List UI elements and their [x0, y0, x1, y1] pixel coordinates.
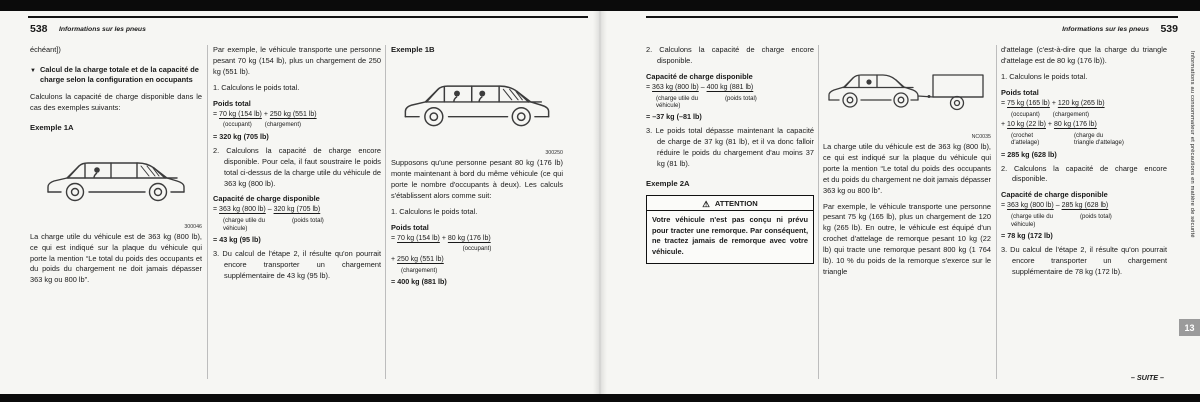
page-header-left — [30, 19, 146, 37]
eq-prefix: = — [213, 110, 218, 118]
equation-total — [1001, 99, 1167, 109]
chapter-title-right: Informations sur les pneus — [1062, 26, 1150, 33]
equation-total — [391, 234, 563, 244]
page-spread — [0, 11, 1200, 394]
equation-labels — [1001, 213, 1167, 228]
payload-paragraph: La charge utile du véhicule est de 363 kg (800 lb), ce qui est indiqué sur la plaque du véhicule qui porte la mention “Le total du poids des occupants et du poids du chargement ne doit jamais dépasser 363 kg ou 800 lb”. — [30, 231, 202, 285]
continuation-text: échéant]) — [30, 45, 61, 54]
eq-label: (charge utile du véhicule) — [1011, 213, 1054, 228]
attention-box — [646, 195, 814, 264]
figure-example-1b — [391, 57, 563, 156]
eq-operator: – — [700, 83, 705, 91]
continuation-paragraph: d'attelage (c'est-à-dire que la charge du triangle d'attelage est de 80 kg (176 lb)). — [1001, 45, 1167, 65]
column-539-1 — [646, 45, 814, 264]
column-538-2 — [213, 45, 381, 284]
step-2: 2. Calculons la capacité de charge encore disponible. Pour cela, il faut soustraire le poids total ci-dessus de la charge utile du véhicule de 363 kg (800 lb). — [213, 145, 381, 188]
eq-label: (poids total) — [725, 94, 757, 102]
eq-term: 80 kg (176 lb) — [447, 234, 491, 242]
column-separator — [818, 45, 819, 379]
eq-operator: – — [267, 206, 272, 214]
column-539-2 — [823, 45, 991, 283]
attention-title: ATTENTION — [714, 199, 758, 209]
eq-term: 363 kg (800 lb) — [652, 83, 699, 91]
eq-term: 70 kg (154 lb) — [219, 110, 262, 118]
eq-term: 120 kg (265 lb) — [1057, 99, 1105, 107]
eq-term: 363 kg (800 lb) — [219, 206, 266, 214]
equation-total-2 — [391, 255, 563, 265]
eq-label: (poids total) — [292, 217, 324, 225]
eq-label: (chargement) — [1052, 110, 1090, 118]
header-rule-right — [646, 16, 1178, 18]
eq-operator: + — [1047, 120, 1053, 128]
equation-labels — [646, 95, 814, 110]
eq-label: (charge utile du véhicule) — [223, 217, 266, 232]
equation-result: = –37 kg (–81 lb) — [646, 112, 702, 122]
eq-term: 80 kg (176 lb) — [1053, 120, 1097, 128]
continued-footer: – SUITE – — [1130, 373, 1164, 382]
eq-prefix: = — [1001, 202, 1006, 210]
figure-example-2a — [823, 45, 991, 140]
column-separator — [207, 45, 208, 379]
step-3: 3. Du calcul de l'étape 2, il résulte qu'on pourrait encore transporter un chargement supplémentaire de 43 kg (95 lb). — [213, 249, 381, 280]
section-marker-icon: ▼ — [30, 67, 36, 74]
column-separator — [385, 45, 386, 379]
eq-operator: – — [1055, 202, 1060, 210]
eq-label: (poids total) — [1080, 213, 1112, 221]
eq-prefix: + — [1001, 120, 1006, 128]
scan-edge-top — [0, 0, 1200, 11]
figure-code: NC0035 — [971, 134, 991, 140]
eq-term: 75 kg (165 lb) — [1007, 99, 1050, 107]
poids-total-heading: Poids total — [1001, 87, 1039, 97]
attention-header — [647, 196, 813, 211]
car-and-trailer-illustration — [825, 45, 989, 133]
page-gutter — [593, 11, 607, 394]
capacite-heading: Capacité de charge disponible — [1001, 190, 1108, 200]
eq-term: 10 kg (22 lb) — [1007, 120, 1046, 128]
intro-paragraph: Calculons la capacité de charge disponible dans le cas des exemples suivants: — [30, 91, 202, 112]
equation-total-2 — [1001, 120, 1167, 130]
eq-label: (crochet d'attelage) — [1011, 131, 1040, 147]
step-1: 1. Calculons le poids total. — [391, 206, 478, 216]
scan-edge-bottom — [0, 394, 1200, 402]
car-illustration-1b — [398, 57, 556, 149]
equation-labels — [1001, 111, 1167, 118]
car-illustration-1a — [41, 135, 191, 223]
equation-labels — [1001, 132, 1167, 147]
step-2: 2. Calculons la capacité de charge encore disponible. — [646, 45, 814, 65]
eq-label: (charge utile du véhicule) — [656, 94, 699, 110]
example-paragraph: Supposons qu'une personne pesant 80 kg (176 lb) monte maintenant à bord du même véhicule (ce qui porte le nombre d'occupants à deux). Les calculs s'établissent alors comme suit: — [391, 158, 563, 200]
step-3: 3. Du calcul de l'étape 2, il résulte qu'on pourrait encore transporter un chargement supplémentaire de 78 kg (172 lb). — [1001, 244, 1167, 276]
equation-result: = 400 kg (881 lb) — [391, 276, 447, 286]
section-title: Calcul de la charge totale et de la capacité de charge selon la configuration en occupants — [39, 64, 199, 84]
page-number-539: 539 — [1160, 23, 1178, 35]
column-538-1 — [30, 45, 202, 291]
eq-term: 320 kg (705 lb) — [273, 206, 321, 214]
eq-label: (chargement) — [401, 266, 438, 274]
poids-total-heading: Poids total — [391, 222, 429, 232]
column-separator — [996, 45, 997, 379]
capacite-heading: Capacité de charge disponible — [213, 194, 320, 204]
header-rule-left — [28, 16, 588, 18]
example-paragraph: Par exemple, le véhicule transporte une personne pesant 70 kg (154 lb), plus un chargement de 250 kg (551 lb). — [213, 45, 381, 76]
step-1: 1. Calculons le poids total. — [213, 82, 300, 92]
figure-code: 300250 — [545, 150, 563, 156]
figure-example-1a — [30, 135, 202, 230]
example-1a-label: Exemple 1A — [30, 122, 74, 132]
equation-capacity — [213, 205, 381, 215]
eq-prefix: + — [391, 255, 396, 263]
step-2: 2. Calculons la capacité de charge encore disponible. — [1001, 163, 1167, 184]
chapter-title-left: Informations sur les pneus — [58, 26, 146, 33]
eq-prefix: = — [213, 206, 218, 214]
eq-term: 285 kg (628 lb) — [1061, 202, 1109, 210]
equation-result: = 320 kg (705 lb) — [213, 131, 269, 141]
eq-term: 70 kg (154 lb) — [397, 234, 440, 242]
eq-term: 363 kg (800 lb) — [1007, 202, 1054, 210]
equation-capacity — [646, 83, 814, 93]
column-539-3 — [1001, 45, 1167, 280]
payload-paragraph: La charge utile du véhicule est de 363 kg (800 lb), ce qui est indiqué sur la plaque du véhicule qui porte la mention “Le total du poids des occupants et du poids du chargement ne doit jamais dépasser 363 kg ou 800 lb”. — [823, 142, 991, 195]
equation-labels — [213, 121, 381, 128]
eq-operator: + — [441, 234, 446, 242]
capacite-heading: Capacité de charge disponible — [646, 71, 753, 81]
step-1: 1. Calculons le poids total. — [1001, 71, 1088, 81]
equation-capacity — [1001, 201, 1167, 211]
eq-label: (chargement) — [264, 121, 302, 129]
eq-prefix: = — [646, 83, 651, 91]
eq-term: 250 kg (551 lb) — [269, 110, 317, 118]
eq-term: 400 kg (881 lb) — [706, 83, 754, 91]
eq-operator: + — [1051, 99, 1056, 107]
equation-result: = 43 kg (95 lb) — [213, 235, 261, 245]
equation-labels — [391, 267, 563, 274]
eq-label: (occupant) — [462, 245, 492, 253]
example-1b-label: Exemple 1B — [391, 45, 435, 54]
equation-total — [213, 110, 381, 120]
eq-operator: + — [263, 110, 268, 118]
eq-label: (charge du triangle d'attelage) — [1074, 131, 1124, 147]
equation-labels — [391, 245, 563, 252]
page-number-538: 538 — [30, 23, 48, 35]
chapter-sidebar-label: Informations au consommateur et précautions en matière de sécurité — [1189, 51, 1195, 238]
equation-result: = 78 kg (172 lb) — [1001, 230, 1053, 240]
step-3: 3. Le poids total dépasse maintenant la capacité de charge de 37 kg (81 lb), et il va donc falloir réduire le poids du chargement d'au moins 37 kg (81 lb). — [646, 126, 814, 169]
equation-labels — [213, 217, 381, 232]
eq-prefix: = — [1001, 99, 1006, 107]
warning-icon: ⚠ — [702, 198, 710, 209]
eq-label: (occupant) — [1011, 110, 1040, 118]
attention-body: Votre véhicule n'est pas conçu ni prévu pour tracter une remorque. Par conséquent, ne tractez jamais de remorque avec votre véhicule. — [652, 215, 808, 257]
poids-total-heading: Poids total — [213, 98, 251, 108]
page-header-right — [1062, 19, 1178, 37]
example-2a-label: Exemple 2A — [646, 179, 690, 189]
equation-result: = 285 kg (628 lb) — [1001, 149, 1057, 159]
eq-label: (occupant) — [223, 121, 252, 129]
chapter-tab-13: 13 — [1179, 319, 1200, 336]
eq-prefix: = — [391, 234, 396, 242]
towing-example-paragraph: Par exemple, le véhicule transporte une personne pesant 75 kg (165 lb), plus un chargement de 120 kg (265 lb). En outre, le véhicule est équipé d'un crochet d'attelage de remorque pesant 10 kg (22 lb) qui tracte une remorque pesant 800 kg (1 764 lb). 10 % du poids de la remorque s'exerce sur le triangle — [823, 201, 991, 276]
figure-code: 300046 — [184, 223, 202, 230]
section-heading — [30, 65, 202, 85]
eq-term: 250 kg (551 lb) — [397, 255, 444, 263]
column-538-3 — [391, 45, 563, 291]
